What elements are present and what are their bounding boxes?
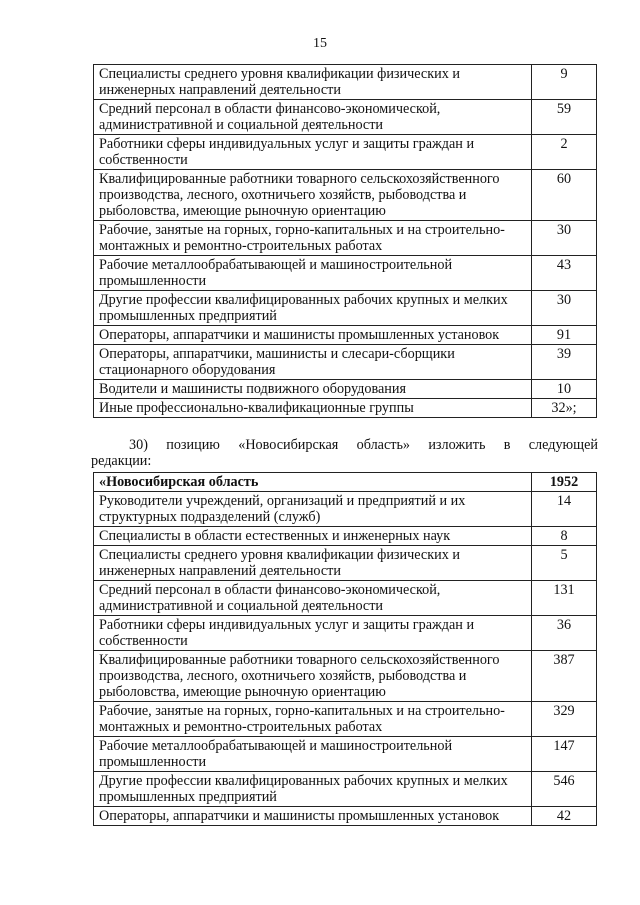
table-row: [94, 772, 597, 807]
occupation-label: Другие профессии квалифицированных рабочих крупных и мелких промышленных предприятий: [94, 291, 532, 326]
occupation-count: 546: [532, 772, 597, 807]
table-row: [94, 326, 597, 345]
amendment-paragraph: [91, 437, 598, 469]
paragraph-word: позицию: [166, 437, 220, 453]
table-row: [94, 399, 597, 418]
occupation-count: 43: [532, 256, 597, 291]
occupation-label: Рабочие металлообрабатывающей и машиностроительной промышленности: [94, 737, 532, 772]
table-row: [94, 256, 597, 291]
table-row: [94, 581, 597, 616]
paragraph-word: область»: [356, 437, 411, 453]
occupation-label: Операторы, аппаратчики и машинисты промышленных установок: [94, 807, 532, 826]
occupation-label: Операторы, аппаратчики, машинисты и слесари-сборщики стационарного оборудования: [94, 345, 532, 380]
table-row: [94, 100, 597, 135]
occupation-label: Специалисты в области естественных и инженерных наук: [94, 527, 532, 546]
occupation-count: 36: [532, 616, 597, 651]
table-row: [94, 527, 597, 546]
occupation-label: Рабочие, занятые на горных, горно-капитальных и на строительно-монтажных и ремонтно-строительных работах: [94, 221, 532, 256]
table-row: [94, 616, 597, 651]
occupation-label: Рабочие, занятые на горных, горно-капитальных и на строительно-монтажных и ремонтно-строительных работах: [94, 702, 532, 737]
occupation-count: 42: [532, 807, 597, 826]
occupation-label: Водители и машинисты подвижного оборудования: [94, 380, 532, 399]
paragraph-word: 30): [129, 437, 148, 453]
occupation-count: 387: [532, 651, 597, 702]
occupation-label: Средний персонал в области финансово-экономической, административной и социальной деятельности: [94, 100, 532, 135]
paragraph-word: изложить: [428, 437, 486, 453]
table-row: [94, 345, 597, 380]
table-row: [94, 135, 597, 170]
page-number: 15: [313, 36, 327, 51]
occupation-count: 30: [532, 221, 597, 256]
paragraph-word: в: [503, 437, 511, 453]
occupation-label: Работники сферы индивидуальных услуг и защиты граждан и собственности: [94, 616, 532, 651]
occupation-count: 9: [532, 65, 597, 100]
occupation-count: 32»;: [532, 399, 597, 418]
occupation-count: 329: [532, 702, 597, 737]
occupation-label: Специалисты среднего уровня квалификации физических и инженерных направлений деятельности: [94, 546, 532, 581]
occupation-count: 60: [532, 170, 597, 221]
table-row: [94, 291, 597, 326]
occupation-count: 14: [532, 492, 597, 527]
novosibirsk-occupation-table: [93, 472, 597, 826]
table-row: [94, 546, 597, 581]
occupation-label: Квалифицированные работники товарного сельскохозяйственного производства, лесного, охотничьего хозяйств, рыбоводства и рыболовства, имеющие рыночную ориентацию: [94, 170, 532, 221]
table-row: [94, 221, 597, 256]
occupation-label: Другие профессии квалифицированных рабочих крупных и мелких промышленных предприятий: [94, 772, 532, 807]
occupation-label: Работники сферы индивидуальных услуг и защиты граждан и собственности: [94, 135, 532, 170]
paragraph-word: «Новосибирская: [238, 437, 339, 453]
occupation-label: Квалифицированные работники товарного сельскохозяйственного производства, лесного, охотничьего хозяйств, рыбоводства и рыболовства, имеющие рыночную ориентацию: [94, 651, 532, 702]
occupation-count: 5: [532, 546, 597, 581]
occupation-count: 8: [532, 527, 597, 546]
table-row: [94, 737, 597, 772]
occupation-table-continued: [93, 64, 597, 418]
region-header-row: [94, 473, 597, 492]
table-body: [94, 473, 597, 826]
occupation-count: 10: [532, 380, 597, 399]
occupation-count: 91: [532, 326, 597, 345]
table-row: [94, 380, 597, 399]
occupation-label: Рабочие металлообрабатывающей и машиностроительной промышленности: [94, 256, 532, 291]
occupation-label: Иные профессионально-квалификационные группы: [94, 399, 532, 418]
table-row: [94, 651, 597, 702]
table-row: [94, 702, 597, 737]
occupation-count: 59: [532, 100, 597, 135]
table-body: [94, 65, 597, 418]
table-row: [94, 170, 597, 221]
occupation-count: 39: [532, 345, 597, 380]
paragraph-word: следующей: [528, 437, 598, 453]
occupation-label: Операторы, аппаратчики и машинисты промышленных установок: [94, 326, 532, 345]
occupation-count: 131: [532, 581, 597, 616]
region-total: 1952: [532, 473, 597, 492]
table-row: [94, 807, 597, 826]
region-name: «Новосибирская область: [94, 473, 532, 492]
paragraph-line-2: редакции:: [91, 453, 152, 469]
occupation-count: 147: [532, 737, 597, 772]
occupation-label: Руководители учреждений, организаций и предприятий и их структурных подразделений (служб): [94, 492, 532, 527]
occupation-count: 2: [532, 135, 597, 170]
paragraph-line-1: [91, 437, 598, 453]
table-row: [94, 492, 597, 527]
table-row: [94, 65, 597, 100]
occupation-label: Специалисты среднего уровня квалификации физических и инженерных направлений деятельности: [94, 65, 532, 100]
occupation-label: Средний персонал в области финансово-экономической, административной и социальной деятельности: [94, 581, 532, 616]
occupation-count: 30: [532, 291, 597, 326]
